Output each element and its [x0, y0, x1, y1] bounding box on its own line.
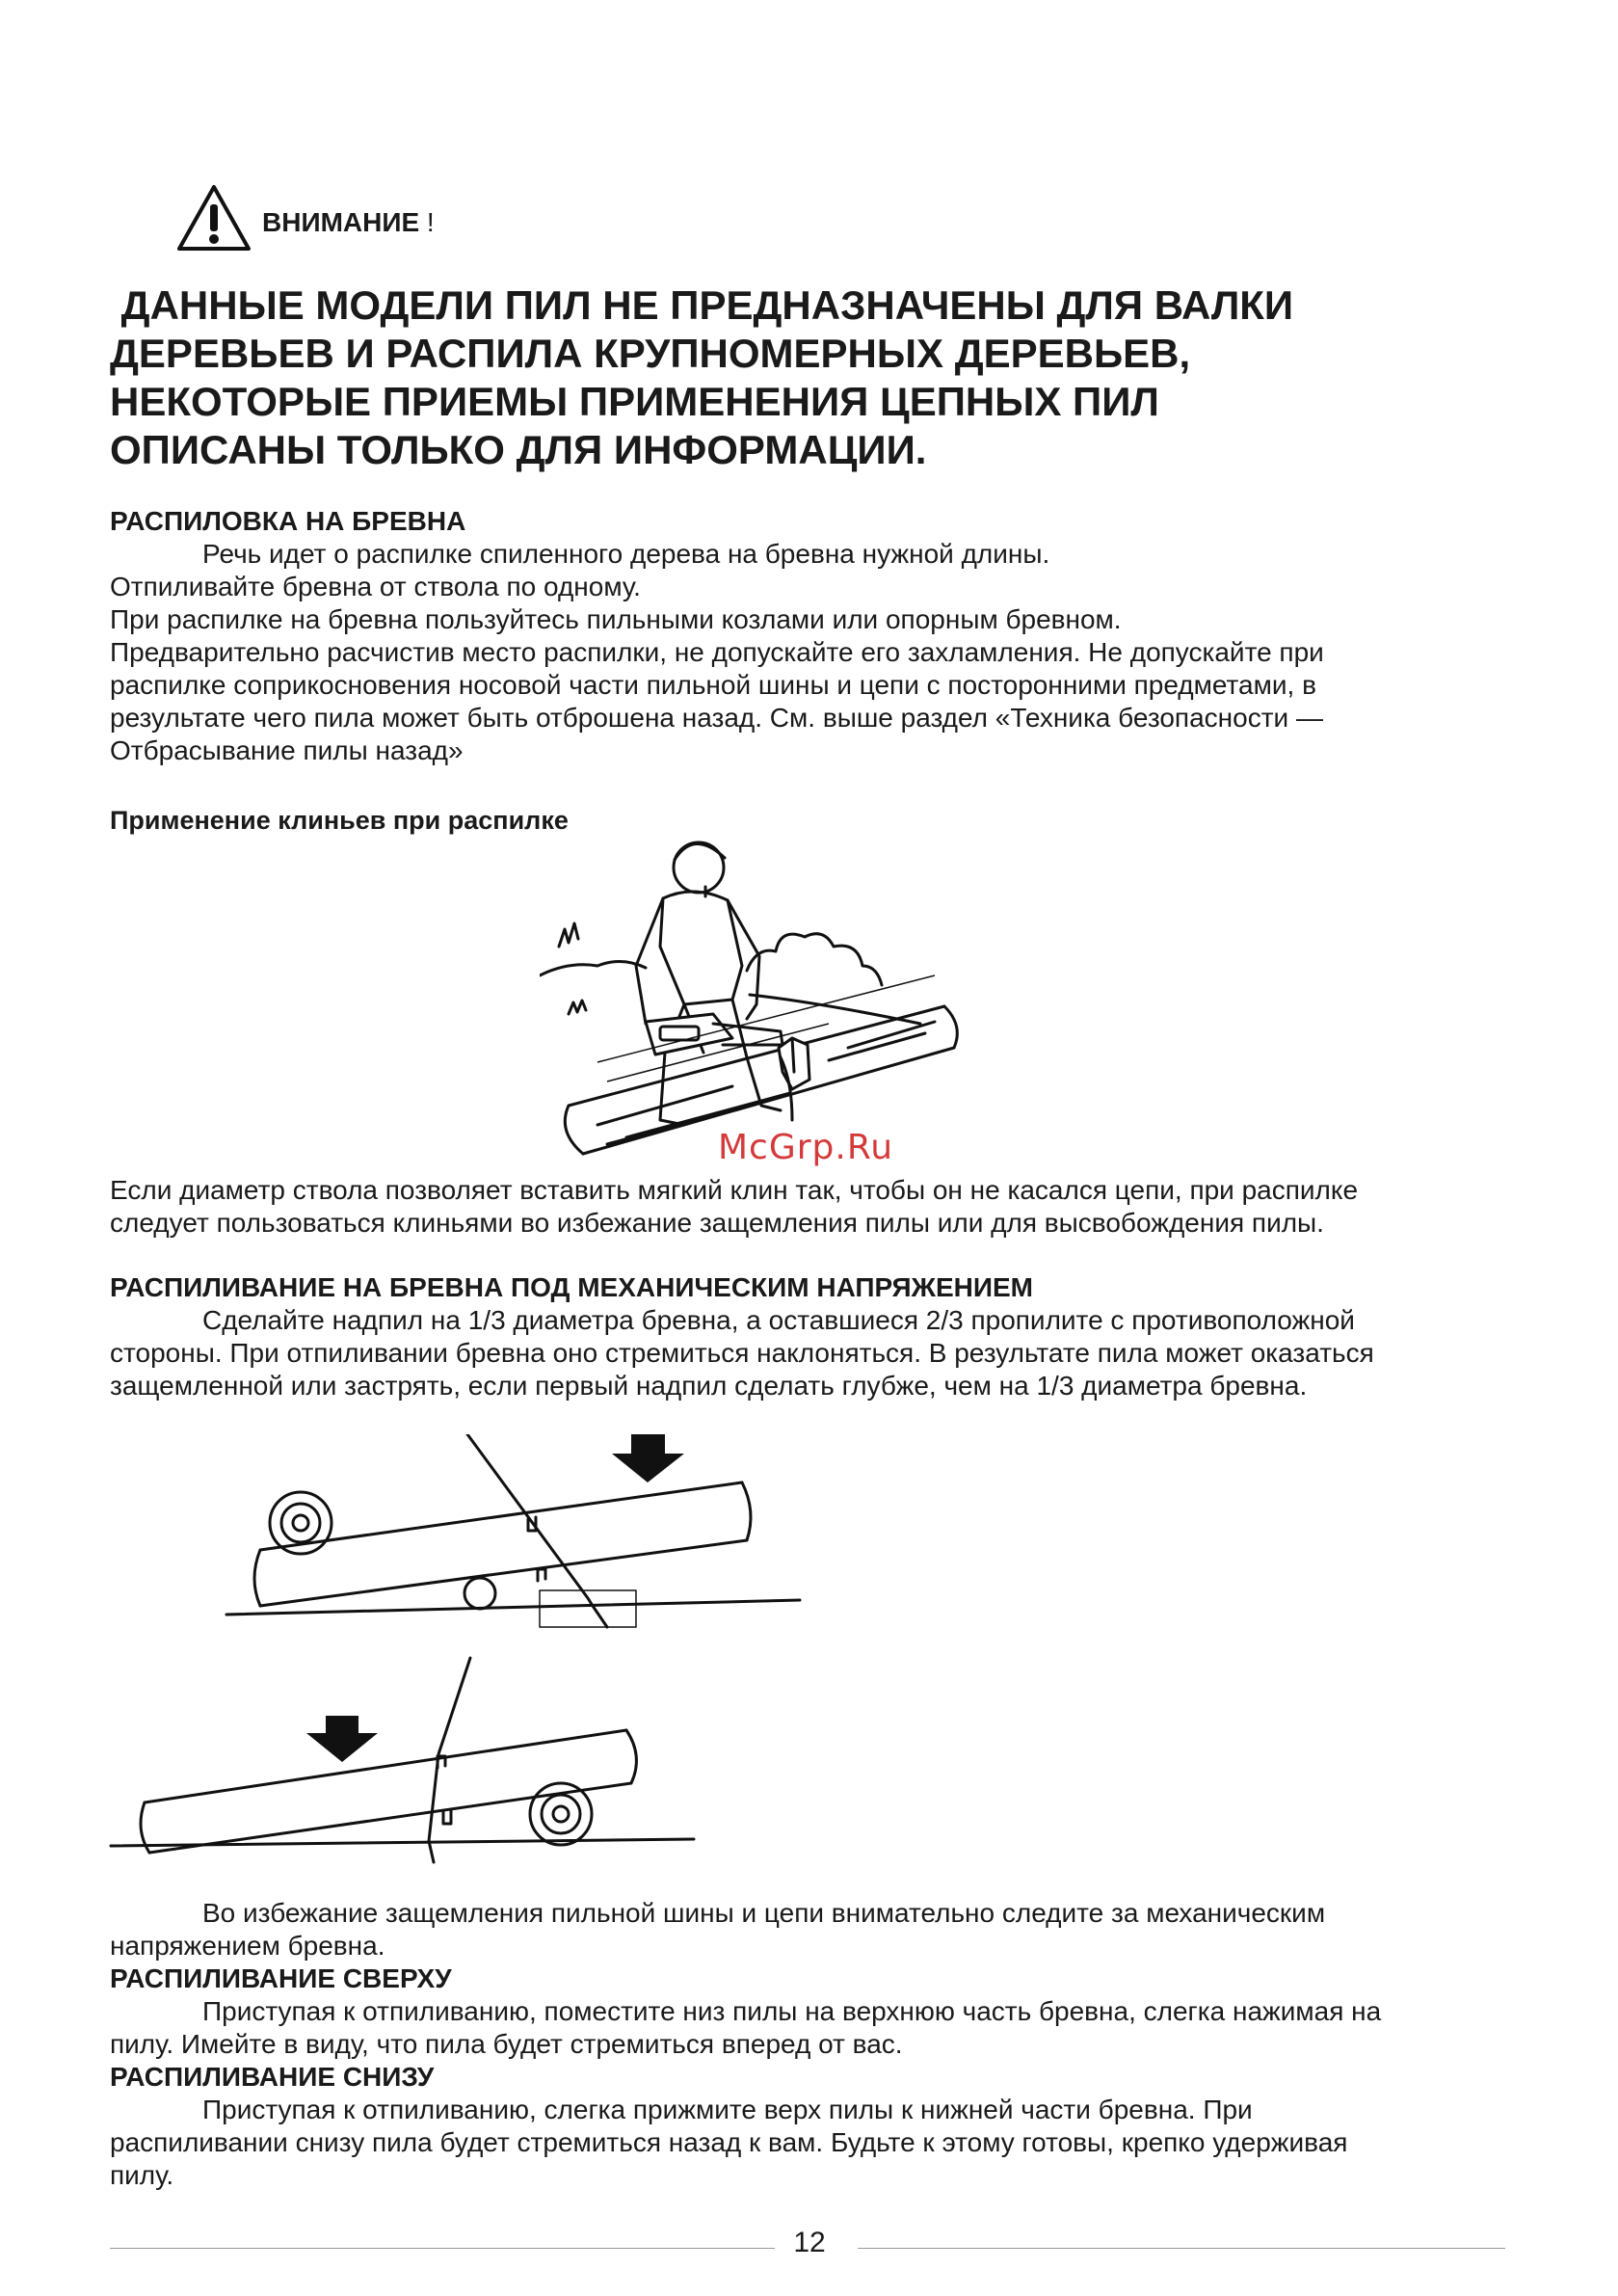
paragraph-line: Если диаметр ствола позволяет вставить мягкий клин так, чтобы он не касался цепи, при распилке [110, 1175, 1359, 1205]
notice-line: ДАННЫЕ МОДЕЛИ ПИЛ НЕ ПРЕДНАЗНАЧЕНЫ ДЛЯ ВАЛКИ [110, 282, 1294, 328]
section-overbucking [110, 1962, 1381, 2061]
section-heading: РАСПИЛИВАНИЕ НА БРЕВНА ПОД МЕХАНИЧЕСКИМ НАПРЯЖЕНИЕМ [110, 1272, 1033, 1302]
tension-diagram-top [222, 1434, 809, 1666]
section-heading-wedges: Применение клиньев при распилке [110, 806, 569, 835]
down-arrow-icon [612, 1434, 684, 1482]
footer-rule-right [858, 2248, 1505, 2249]
paragraph-line: Приступая к отпиливанию, слегка прижмите верх пилы к нижней части бревна. При [202, 2095, 1253, 2124]
section-bucking [110, 505, 1324, 767]
paragraph-line: напряжением бревна. [110, 1931, 385, 1961]
section-underbucking [110, 2061, 1347, 2192]
paragraph-line: При распилке на бревна пользуйтесь пильными козлами или опорным бревном. [110, 604, 1122, 634]
paragraph-line: Сделайте надпил на 1/3 диаметра бревна, а оставшиеся 2/3 пропилите с противоположной [202, 1305, 1355, 1335]
section-pinching-note [110, 1897, 1325, 1962]
warning-label [262, 207, 435, 238]
paragraph-line: защемленной или застрять, если первый надпил сделать глубже, чем на 1/3 диаметра бревна. [110, 1371, 1308, 1401]
paragraph-line: Предварительно расчистив место распилки, не допускайте его захламления. Не допускайте при [110, 637, 1324, 667]
paragraph-line: Приступая к отпиливанию, поместите низ пилы на верхнюю часть бревна, слегка нажимая на [202, 1996, 1382, 2026]
paragraph-line: пилу. Имейте в виду, что пила будет стремиться вперед от вас. [110, 2029, 903, 2059]
paragraph-line: пилу. [110, 2160, 174, 2190]
tension-diagram-bottom [106, 1648, 703, 1870]
paragraph-line: Во избежание защемления пильной шины и цепи внимательно следите за механическим [202, 1898, 1326, 1928]
warning-triangle-icon [175, 183, 252, 253]
footer-rule-left [110, 2248, 775, 2249]
notice-line: ОПИСАНЫ ТОЛЬКО ДЛЯ ИНФОРМАЦИИ. [110, 427, 927, 472]
warning-mark: ! [426, 207, 435, 237]
paragraph-line: распилке соприкосновения носовой части пильной шины и цепи с посторонними предметами, в [110, 670, 1316, 700]
paragraph-line: распиливании снизу пила будет стремиться назад к вам. Будьте к этому готовы, крепко удерживая [110, 2127, 1348, 2157]
warning-text: ВНИМАНИЕ [262, 207, 420, 237]
paragraph-line: результате чего пила может быть отброшена назад. См. выше раздел «Техника безопасности — [110, 703, 1323, 733]
watermark: McGrp.Ru [718, 1128, 894, 1167]
paragraph-line: следует пользоваться клиньями во избежание защемления пилы или для высвобождения пилы. [110, 1208, 1324, 1238]
section-wedges-text [110, 1174, 1358, 1240]
paragraph-line: Отпиливайте бревна от ствола по одному. [110, 572, 641, 601]
section-heading: РАСПИЛОВКА НА БРЕВНА [110, 506, 466, 536]
paragraph-line: стороны. При отпиливании бревна оно стремиться наклоняться. В результате пила может оказаться [110, 1338, 1374, 1368]
notice-block [110, 281, 1293, 474]
page-number: 12 [793, 2227, 826, 2258]
section-heading: РАСПИЛИВАНИЕ СНИЗУ [110, 2062, 435, 2092]
down-arrow-icon [306, 1716, 378, 1762]
wedge-sawing-illustration [540, 831, 964, 1168]
paragraph-line: Речь идет о распилке спиленного дерева на бревна нужной длины. [202, 539, 1050, 569]
section-heading: РАСПИЛИВАНИЕ СВЕРХУ [110, 1963, 452, 1993]
notice-line: ДЕРЕВЬЕВ И РАСПИЛА КРУПНОМЕРНЫХ ДЕРЕВЬЕВ, [110, 331, 1191, 376]
notice-line: НЕКОТОРЫЕ ПРИЕМЫ ПРИМЕНЕНИЯ ЦЕПНЫХ ПИЛ [110, 379, 1159, 424]
paragraph-line: Отбрасывание пилы назад» [110, 735, 464, 765]
section-tension [110, 1271, 1374, 1402]
